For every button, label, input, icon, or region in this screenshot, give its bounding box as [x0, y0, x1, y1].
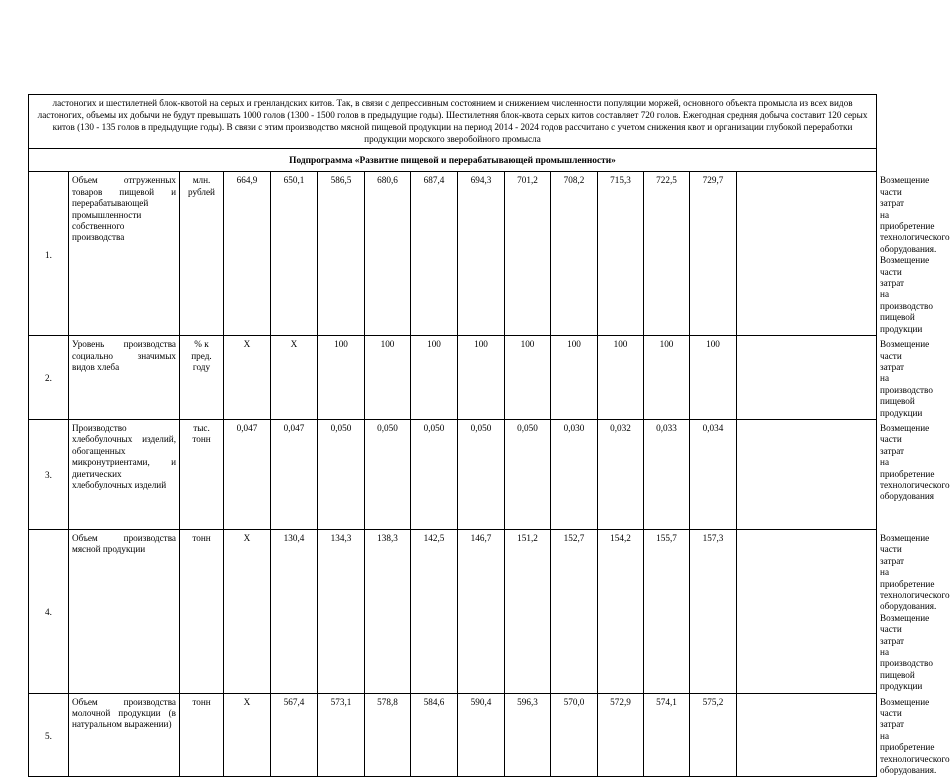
- value-cell: 151,2: [505, 529, 551, 693]
- value-cell: 0,047: [271, 419, 318, 529]
- subprogram-title: Подпрограмма «Развитие пищевой и перерабатывающей промышленности»: [29, 149, 877, 172]
- value-cell: Х: [224, 529, 271, 693]
- unit-cell: % к пред. году: [180, 336, 224, 420]
- value-cell: 100: [690, 336, 737, 420]
- value-cell: 157,3: [690, 529, 737, 693]
- value-cell: 708,2: [551, 172, 598, 336]
- intro-text: ластоногих и шестилетней блок-квотой на серых и гренландских китов. Так, в связи с депрессивным состоянием и снижением численности популяции моржей, основного объекта промысла из всех видов ластоногих, объемы их добычи не будут превышать 1000 голов (1300 - 1500 голов в предыдущие годы). Шестилетняя блок-квота серых китов составляет 720 голов. Ежегодная средняя добыча составит 120 серых китов (130 - 135 голов в предыдущие годы). В связи с этим производство мясной пищевой продукции на период 2014 - 2024 годов рассчитано с учетом снижения квот и организации глубокой переработки продукции морского зверобойного промысла: [29, 95, 877, 149]
- value-cell: 0,050: [318, 419, 365, 529]
- indicators-table: [28, 94, 950, 777]
- value-cell: 578,8: [365, 693, 411, 777]
- value-cell: 130,4: [271, 529, 318, 693]
- value-cell: 575,2: [690, 693, 737, 777]
- value-cell: 701,2: [505, 172, 551, 336]
- row-number: 5.: [29, 693, 69, 777]
- value-cell: 0,034: [690, 419, 737, 529]
- table-row: 3. Производство хлебобулочных изделий, обогащенных микронутриентами, и диетических хлебобулочных изделий тыс. тонн 0,047 0,047 0,050 0,050 0,050 0,050 0,050 0,030 0,032 0,033 0,034 Возмещение части затрат на приобретение технологического оборудования: [29, 419, 877, 529]
- value-cell: 573,1: [318, 693, 365, 777]
- value-cell: 687,4: [411, 172, 458, 336]
- row-number: 4.: [29, 529, 69, 693]
- intro-row: [29, 95, 877, 149]
- table-row: 5. Объем производства молочной продукции (в натуральном выражении) тонн Х 567,4 573,1 578,8 584,6 590,4 596,3 570,0 572,9 574,1 575,2 Возмещение части затрат на приобретение технологического оборудования.: [29, 693, 877, 777]
- empty-cell: [737, 336, 877, 420]
- row-number: 3.: [29, 419, 69, 529]
- value-cell: 590,4: [458, 693, 505, 777]
- value-cell: 146,7: [458, 529, 505, 693]
- value-cell: Х: [224, 693, 271, 777]
- empty-cell: [737, 693, 877, 777]
- value-cell: 0,050: [505, 419, 551, 529]
- value-cell: 100: [365, 336, 411, 420]
- value-cell: 154,2: [598, 529, 644, 693]
- value-cell: 694,3: [458, 172, 505, 336]
- value-cell: Х: [271, 336, 318, 420]
- value-cell: 567,4: [271, 693, 318, 777]
- value-cell: 0,047: [224, 419, 271, 529]
- table-row: 4. Объем производства мясной продукции тонн Х 130,4 134,3 138,3 142,5 146,7 151,2 152,7 154,2 155,7 157,3 Возмещение части затрат на приобретение технологического оборудования. Возмещение части затрат на производство пищевой продукции: [29, 529, 877, 693]
- value-cell: 715,3: [598, 172, 644, 336]
- unit-cell: тонн: [180, 529, 224, 693]
- value-cell: 142,5: [411, 529, 458, 693]
- value-cell: 722,5: [644, 172, 690, 336]
- row-number: 2.: [29, 336, 69, 420]
- value-cell: 138,3: [365, 529, 411, 693]
- indicator-name: Объем отгруженных товаров пищевой и перерабатывающей промышленности собственного производства: [69, 172, 180, 336]
- indicator-name: Объем производства молочной продукции (в натуральном выражении): [69, 693, 180, 777]
- value-cell: 0,050: [365, 419, 411, 529]
- value-cell: 664,9: [224, 172, 271, 336]
- empty-cell: [737, 529, 877, 693]
- value-cell: 152,7: [551, 529, 598, 693]
- empty-cell: [737, 419, 877, 529]
- unit-cell: млн. рублей: [180, 172, 224, 336]
- value-cell: 100: [598, 336, 644, 420]
- indicator-name: Объем производства мясной продукции: [69, 529, 180, 693]
- indicator-name: Уровень производства социально значимых видов хлеба: [69, 336, 180, 420]
- row-number: 1.: [29, 172, 69, 336]
- table-row: 1. Объем отгруженных товаров пищевой и перерабатывающей промышленности собственного производства млн. рублей 664,9 650,1 586,5 680,6 687,4 694,3 701,2 708,2 715,3 722,5 729,7 Возмещение части затрат на приобретение технологического оборудования. Возмещение части затрат на производство пищевой продукции: [29, 172, 877, 336]
- value-cell: 680,6: [365, 172, 411, 336]
- value-cell: 155,7: [644, 529, 690, 693]
- value-cell: 570,0: [551, 693, 598, 777]
- document-page: [28, 94, 950, 777]
- value-cell: 100: [318, 336, 365, 420]
- value-cell: 596,3: [505, 693, 551, 777]
- subprogram-row: [29, 149, 877, 172]
- value-cell: 650,1: [271, 172, 318, 336]
- value-cell: 584,6: [411, 693, 458, 777]
- empty-cell: [737, 172, 877, 336]
- value-cell: 0,030: [551, 419, 598, 529]
- value-cell: 100: [458, 336, 505, 420]
- value-cell: 574,1: [644, 693, 690, 777]
- value-cell: 100: [644, 336, 690, 420]
- value-cell: 100: [505, 336, 551, 420]
- unit-cell: тонн: [180, 693, 224, 777]
- value-cell: Х: [224, 336, 271, 420]
- value-cell: 729,7: [690, 172, 737, 336]
- value-cell: 0,032: [598, 419, 644, 529]
- unit-cell: тыс. тонн: [180, 419, 224, 529]
- value-cell: 100: [551, 336, 598, 420]
- value-cell: 586,5: [318, 172, 365, 336]
- value-cell: 0,050: [458, 419, 505, 529]
- indicator-name: Производство хлебобулочных изделий, обогащенных микронутриентами, и диетических хлебобулочных изделий: [69, 419, 180, 529]
- value-cell: 134,3: [318, 529, 365, 693]
- value-cell: 0,033: [644, 419, 690, 529]
- value-cell: 572,9: [598, 693, 644, 777]
- value-cell: 100: [411, 336, 458, 420]
- table-row: 2. Уровень производства социально значимых видов хлеба % к пред. году Х Х 100 100 100 100 100 100 100 100 100 Возмещение части затрат на производство пищевой продукции: [29, 336, 877, 420]
- value-cell: 0,050: [411, 419, 458, 529]
